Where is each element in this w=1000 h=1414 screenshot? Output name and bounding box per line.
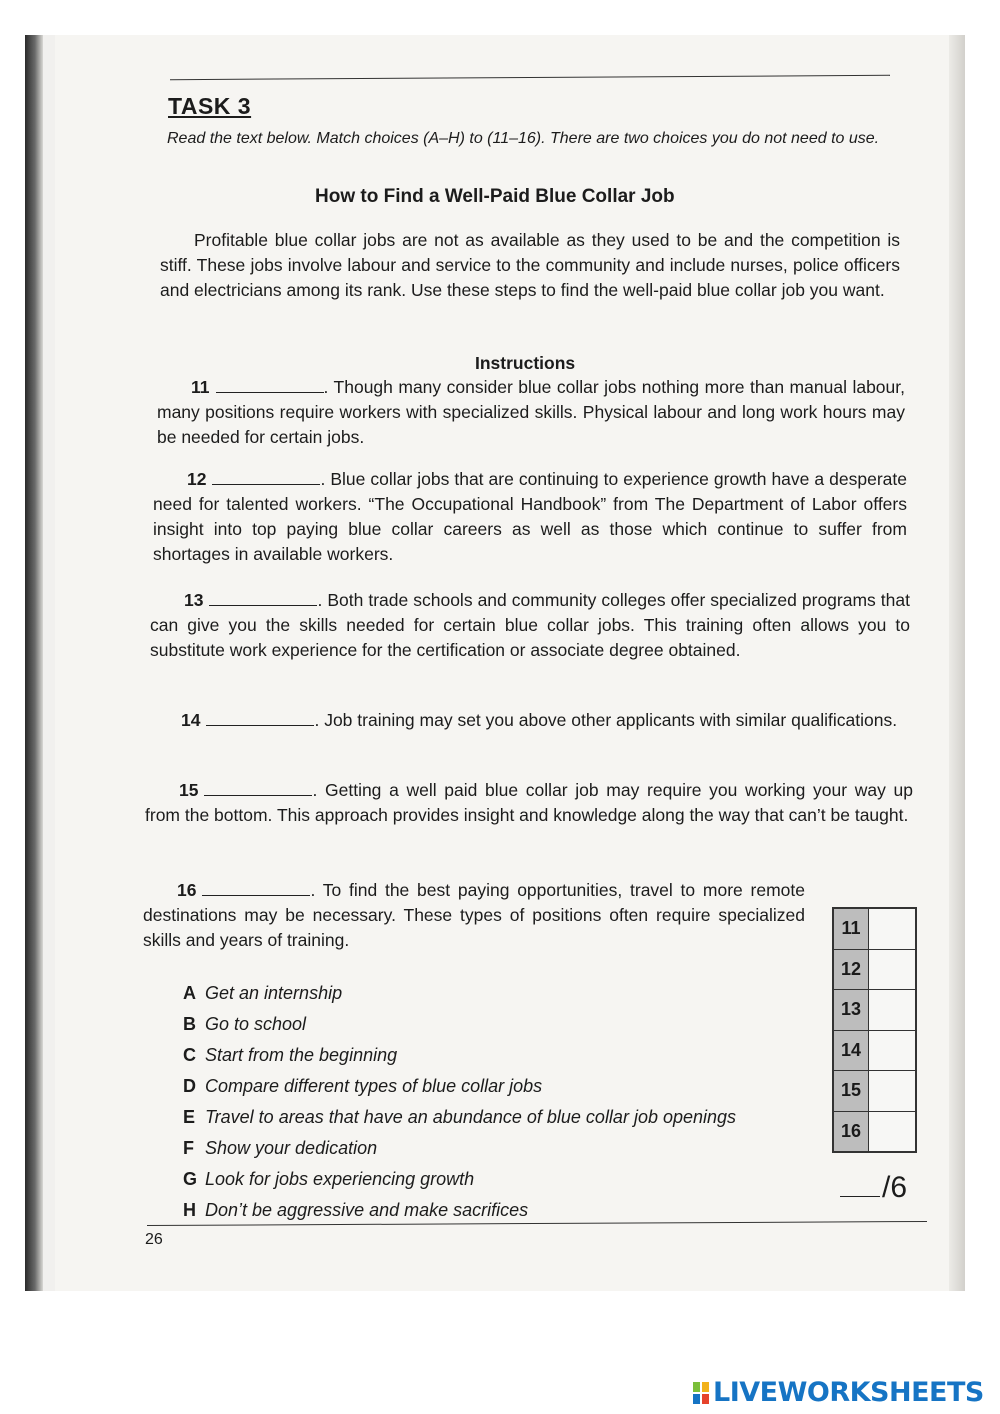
choice-item: [183, 1040, 736, 1071]
instructions-heading: Instructions: [475, 353, 576, 373]
choice-text: Get an internship: [205, 983, 343, 1003]
answer-row: [833, 1030, 916, 1071]
choice-text: Compare different types of blue collar jobs: [205, 1076, 543, 1096]
choice-letter: F: [183, 1138, 194, 1158]
answer-number: 13: [833, 990, 869, 1031]
choice-letter: G: [183, 1169, 198, 1189]
logo-squares-icon: [693, 1382, 709, 1404]
step-paragraph-13: [150, 588, 910, 663]
choice-text: Go to school: [205, 1014, 307, 1034]
worksheet-page: [55, 35, 950, 1291]
answer-number: 12: [833, 949, 869, 990]
step-paragraph-16: [143, 878, 805, 953]
choice-list: [183, 978, 736, 1226]
choice-item: [183, 1102, 736, 1133]
step-paragraph-15: [145, 778, 913, 828]
liveworksheets-logo: [693, 1377, 984, 1408]
choice-letter: B: [183, 1014, 196, 1034]
step-text: . Blue collar jobs that are continuing to experience growth have a desperate need for talented workers. “The Occupational Handbook” from The Department of Labor offers insight into top paying blue collar careers as well as those which continue to suffer from shortages in available workers.: [153, 469, 907, 564]
choice-text: Start from the beginning: [205, 1045, 398, 1065]
step-text: . Job training may set you above other applicants with similar qualifications.: [314, 710, 898, 730]
answer-row: [833, 1071, 916, 1112]
answer-blank: [204, 781, 312, 796]
top-divider: [170, 75, 890, 80]
step-text: . Getting a well paid blue collar job may require you working your way up from the bottom. This approach provides insight and knowledge along the way that can’t be taught.: [145, 780, 913, 825]
choice-letter: C: [183, 1045, 196, 1065]
answer-blank: [206, 711, 314, 726]
answer-blank: [212, 470, 320, 485]
answer-blank: [216, 378, 324, 393]
answer-row: [833, 1111, 916, 1152]
answer-box[interactable]: [869, 1030, 917, 1071]
choice-item: [183, 1071, 736, 1102]
answer-grid: [832, 907, 917, 1153]
step-number: 13: [184, 590, 204, 610]
choice-item: [183, 1133, 736, 1164]
score-blank: [840, 1196, 880, 1197]
answer-box[interactable]: [869, 1071, 917, 1112]
step-text: . Both trade schools and community colleges offer specialized programs that can give you the skills needed for certain blue collar jobs. This training often allows you to substitute work experience for the certification or associate degree obtained.: [150, 590, 910, 660]
step-text: . To find the best paying opportunities, travel to more remote destinations may be necessary. These types of positions often require specialized skills and years of training.: [143, 880, 805, 950]
answer-box[interactable]: [869, 990, 917, 1031]
choice-item: [183, 1195, 736, 1226]
step-number: 14: [181, 710, 201, 730]
answer-number: 16: [833, 1111, 869, 1152]
step-number: 12: [187, 469, 207, 489]
task-title: TASK 3: [168, 93, 252, 119]
choice-letter: A: [183, 983, 196, 1003]
answer-row: [833, 990, 916, 1031]
answer-blank: [209, 591, 317, 606]
choice-letter: H: [183, 1200, 196, 1220]
choice-text: Don’t be aggressive and make sacrifices: [205, 1200, 529, 1220]
answer-box[interactable]: [869, 1111, 917, 1152]
step-paragraph-14: [147, 708, 912, 733]
answer-number: 15: [833, 1071, 869, 1112]
answer-row: [833, 908, 916, 949]
choice-item: [183, 1009, 736, 1040]
book-spine-shadow: [25, 35, 43, 1291]
score-total: [840, 1171, 907, 1205]
choice-letter: E: [183, 1107, 196, 1127]
choice-item: [183, 1164, 736, 1195]
step-paragraph-11: [157, 375, 905, 450]
answer-row: [833, 949, 916, 990]
page-content: [55, 35, 950, 1291]
answer-blank: [202, 881, 310, 896]
step-number: 11: [191, 377, 210, 397]
step-number: 15: [179, 780, 199, 800]
answer-number: 11: [833, 908, 869, 949]
article-title: How to Find a Well-Paid Blue Collar Job: [315, 186, 675, 207]
answer-number: 14: [833, 1030, 869, 1071]
choice-item: [183, 978, 736, 1009]
choice-text: Look for jobs experiencing growth: [205, 1169, 475, 1189]
answer-box[interactable]: [869, 908, 917, 949]
step-paragraph-12: [153, 467, 907, 567]
choice-letter: D: [183, 1076, 196, 1096]
page-edge: [949, 35, 965, 1291]
intro-paragraph: Profitable blue collar jobs are not as available as they used to be and the competition is stiff. These jobs involve labour and service to the community and include nurses, police officers and electricians among its rank. Use these steps to find the well-paid blue collar job you want.: [160, 230, 900, 300]
answer-box[interactable]: [869, 949, 917, 990]
watermark-text: LIVEWORKSHEETS: [713, 1377, 984, 1408]
choice-text: Travel to areas that have an abundance of blue collar job openings: [205, 1107, 737, 1127]
step-text: . Though many consider blue collar jobs nothing more than manual labour, many positions require workers with specialized skills. Physical labour and long work hours may be needed for certain jobs.: [157, 377, 905, 447]
task-instructions: Read the text below. Match choices (A–H) to (11–16). There are two choices you do not need to use.: [167, 130, 880, 147]
scanned-page-photo: [25, 35, 965, 1291]
choice-text: Show your dedication: [205, 1138, 378, 1158]
page-number: 26: [145, 1231, 163, 1248]
score-value: /6: [882, 1171, 908, 1204]
step-number: 16: [177, 880, 197, 900]
